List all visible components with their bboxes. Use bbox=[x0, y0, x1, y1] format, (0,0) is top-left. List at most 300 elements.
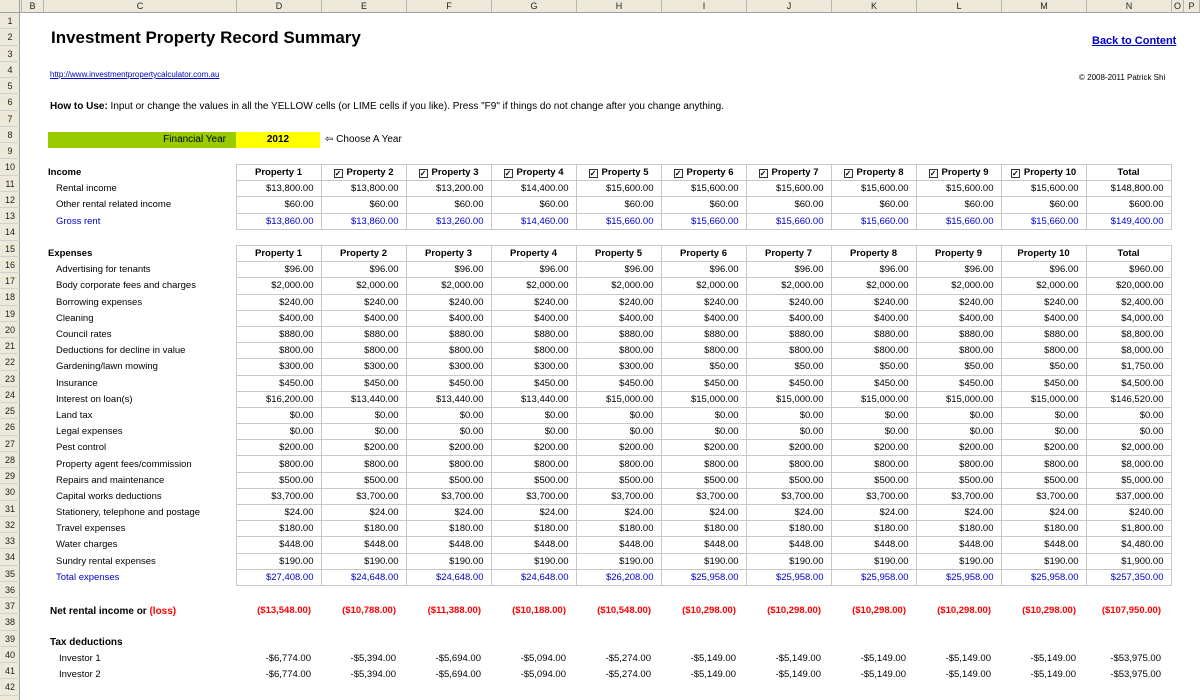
row-header-40[interactable]: 40 bbox=[0, 647, 20, 663]
include-property-checkbox[interactable]: ✓ bbox=[334, 169, 342, 179]
financial-year-input[interactable]: 2012 bbox=[236, 132, 320, 148]
column-header-d[interactable]: D bbox=[237, 0, 322, 13]
value-cell[interactable]: $240.00 bbox=[321, 294, 406, 310]
value-cell[interactable]: $800.00 bbox=[236, 343, 321, 359]
include-property-checkbox[interactable]: ✓ bbox=[759, 169, 767, 179]
tax-value[interactable]: -$6,774.00 bbox=[265, 653, 311, 664]
value-cell[interactable]: $448.00 bbox=[576, 537, 661, 553]
tax-value[interactable]: -$5,149.00 bbox=[945, 669, 991, 681]
include-property-checkbox[interactable]: ✓ bbox=[1012, 169, 1019, 179]
row-header-2[interactable]: 2 bbox=[0, 29, 20, 45]
value-cell[interactable]: $190.00 bbox=[831, 553, 916, 569]
value-cell[interactable]: $5,000.00 bbox=[1086, 472, 1171, 488]
tax-value[interactable]: -$5,394.00 bbox=[350, 669, 396, 681]
value-cell[interactable]: $0.00 bbox=[1086, 407, 1171, 423]
value-cell[interactable]: $880.00 bbox=[406, 326, 491, 342]
total-cell[interactable]: $27,408.00 bbox=[236, 569, 321, 585]
value-cell[interactable]: $800.00 bbox=[746, 456, 831, 472]
value-cell[interactable]: $800.00 bbox=[576, 343, 661, 359]
row-header-6[interactable]: 6 bbox=[0, 94, 20, 110]
value-cell[interactable]: $800.00 bbox=[661, 456, 746, 472]
value-cell[interactable]: $180.00 bbox=[831, 521, 916, 537]
total-cell[interactable]: $25,958.00 bbox=[746, 569, 831, 585]
value-cell[interactable]: $8,800.00 bbox=[1086, 326, 1171, 342]
value-cell[interactable]: $450.00 bbox=[916, 375, 1001, 391]
row-header-23[interactable]: 23 bbox=[0, 371, 20, 387]
value-cell[interactable]: $8,000.00 bbox=[1086, 456, 1171, 472]
value-cell[interactable]: $240.00 bbox=[916, 294, 1001, 310]
row-header-26[interactable]: 26 bbox=[0, 419, 20, 435]
row-header-8[interactable]: 8 bbox=[0, 127, 20, 143]
value-cell[interactable]: $190.00 bbox=[1001, 553, 1086, 569]
value-cell[interactable]: $60.00 bbox=[661, 197, 746, 213]
row-header-10[interactable]: 10 bbox=[0, 159, 20, 175]
value-cell[interactable]: $0.00 bbox=[406, 407, 491, 423]
value-cell[interactable]: $0.00 bbox=[746, 407, 831, 423]
value-cell[interactable]: $2,000.00 bbox=[1001, 278, 1086, 294]
net-rental-value[interactable]: ($10,548.00) bbox=[597, 605, 651, 616]
value-cell[interactable]: $3,700.00 bbox=[491, 488, 576, 504]
value-cell[interactable]: $880.00 bbox=[236, 326, 321, 342]
value-cell[interactable]: $400.00 bbox=[406, 310, 491, 326]
value-cell[interactable]: $500.00 bbox=[831, 472, 916, 488]
value-cell[interactable]: $800.00 bbox=[916, 343, 1001, 359]
column-header-m[interactable]: M bbox=[1002, 0, 1087, 13]
value-cell[interactable]: $96.00 bbox=[661, 262, 746, 278]
value-cell[interactable]: $800.00 bbox=[406, 343, 491, 359]
value-cell[interactable]: $50.00 bbox=[661, 359, 746, 375]
value-cell[interactable]: $448.00 bbox=[491, 537, 576, 553]
row-header-35[interactable]: 35 bbox=[0, 566, 20, 582]
tax-value[interactable]: -$5,149.00 bbox=[1030, 653, 1076, 664]
value-cell[interactable]: $15,600.00 bbox=[1001, 181, 1086, 197]
value-cell[interactable]: $800.00 bbox=[661, 343, 746, 359]
value-cell[interactable]: $13,800.00 bbox=[236, 181, 321, 197]
value-cell[interactable]: $24.00 bbox=[406, 505, 491, 521]
value-cell[interactable]: $190.00 bbox=[321, 553, 406, 569]
value-cell[interactable]: $500.00 bbox=[661, 472, 746, 488]
row-header-29[interactable]: 29 bbox=[0, 468, 20, 484]
tax-value[interactable]: -$5,149.00 bbox=[860, 653, 906, 664]
column-header-g[interactable]: G bbox=[492, 0, 577, 13]
total-cell[interactable]: $149,400.00 bbox=[1086, 213, 1171, 229]
column-header-b[interactable]: B bbox=[22, 0, 44, 13]
tax-value[interactable]: -$6,774.00 bbox=[265, 669, 311, 681]
value-cell[interactable]: $500.00 bbox=[406, 472, 491, 488]
value-cell[interactable]: $1,800.00 bbox=[1086, 521, 1171, 537]
row-header-22[interactable]: 22 bbox=[0, 354, 20, 370]
value-cell[interactable]: $200.00 bbox=[491, 440, 576, 456]
value-cell[interactable]: $800.00 bbox=[491, 343, 576, 359]
value-cell[interactable]: $240.00 bbox=[406, 294, 491, 310]
value-cell[interactable]: $448.00 bbox=[831, 537, 916, 553]
value-cell[interactable]: $450.00 bbox=[1001, 375, 1086, 391]
value-cell[interactable]: $448.00 bbox=[406, 537, 491, 553]
row-header-41[interactable]: 41 bbox=[0, 663, 20, 679]
value-cell[interactable]: $880.00 bbox=[1001, 326, 1086, 342]
value-cell[interactable]: $0.00 bbox=[491, 407, 576, 423]
value-cell[interactable]: $800.00 bbox=[831, 343, 916, 359]
value-cell[interactable]: $448.00 bbox=[1001, 537, 1086, 553]
total-cell[interactable]: $13,860.00 bbox=[321, 213, 406, 229]
value-cell[interactable]: $448.00 bbox=[236, 537, 321, 553]
row-header-3[interactable]: 3 bbox=[0, 46, 20, 62]
value-cell[interactable]: $180.00 bbox=[661, 521, 746, 537]
value-cell[interactable]: $960.00 bbox=[1086, 262, 1171, 278]
value-cell[interactable]: $190.00 bbox=[491, 553, 576, 569]
value-cell[interactable]: $1,900.00 bbox=[1086, 553, 1171, 569]
include-property-checkbox[interactable]: ✓ bbox=[929, 169, 937, 179]
select-all-corner[interactable] bbox=[0, 0, 20, 13]
value-cell[interactable]: $800.00 bbox=[236, 456, 321, 472]
value-cell[interactable]: $300.00 bbox=[491, 359, 576, 375]
value-cell[interactable]: $600.00 bbox=[1086, 197, 1171, 213]
column-header-l[interactable]: L bbox=[917, 0, 1002, 13]
value-cell[interactable]: $60.00 bbox=[321, 197, 406, 213]
include-property-checkbox[interactable]: ✓ bbox=[844, 169, 852, 179]
value-cell[interactable]: $190.00 bbox=[576, 553, 661, 569]
net-rental-value[interactable]: ($10,788.00) bbox=[342, 605, 396, 616]
value-cell[interactable]: $3,700.00 bbox=[576, 488, 661, 504]
row-header-15[interactable]: 15 bbox=[0, 241, 20, 257]
value-cell[interactable]: $148,800.00 bbox=[1086, 181, 1171, 197]
value-cell[interactable]: $16,200.00 bbox=[236, 391, 321, 407]
value-cell[interactable]: $180.00 bbox=[321, 521, 406, 537]
value-cell[interactable]: $3,700.00 bbox=[661, 488, 746, 504]
row-header-37[interactable]: 37 bbox=[0, 598, 20, 614]
value-cell[interactable]: $500.00 bbox=[576, 472, 661, 488]
value-cell[interactable]: $400.00 bbox=[746, 310, 831, 326]
value-cell[interactable]: $300.00 bbox=[321, 359, 406, 375]
value-cell[interactable]: $800.00 bbox=[321, 456, 406, 472]
value-cell[interactable]: $60.00 bbox=[236, 197, 321, 213]
value-cell[interactable]: $0.00 bbox=[576, 424, 661, 440]
row-header-20[interactable]: 20 bbox=[0, 322, 20, 338]
value-cell[interactable]: $50.00 bbox=[831, 359, 916, 375]
value-cell[interactable]: $190.00 bbox=[661, 553, 746, 569]
value-cell[interactable]: $50.00 bbox=[746, 359, 831, 375]
net-rental-value[interactable]: ($10,298.00) bbox=[852, 605, 906, 616]
value-cell[interactable]: $180.00 bbox=[576, 521, 661, 537]
total-cell[interactable]: $25,958.00 bbox=[831, 569, 916, 585]
value-cell[interactable]: $400.00 bbox=[831, 310, 916, 326]
tax-value[interactable]: -$5,694.00 bbox=[435, 669, 481, 681]
value-cell[interactable]: $400.00 bbox=[236, 310, 321, 326]
row-header-30[interactable]: 30 bbox=[0, 484, 20, 500]
value-cell[interactable]: $0.00 bbox=[831, 407, 916, 423]
value-cell[interactable]: $240.00 bbox=[491, 294, 576, 310]
value-cell[interactable]: $0.00 bbox=[661, 407, 746, 423]
value-cell[interactable]: $2,000.00 bbox=[406, 278, 491, 294]
total-cell[interactable]: $26,208.00 bbox=[576, 569, 661, 585]
value-cell[interactable]: $200.00 bbox=[321, 440, 406, 456]
value-cell[interactable]: $800.00 bbox=[1001, 456, 1086, 472]
value-cell[interactable]: $450.00 bbox=[831, 375, 916, 391]
include-property-checkbox[interactable]: ✓ bbox=[589, 169, 597, 179]
value-cell[interactable]: $24.00 bbox=[236, 505, 321, 521]
value-cell[interactable]: $180.00 bbox=[491, 521, 576, 537]
tax-value[interactable]: -$5,149.00 bbox=[690, 653, 736, 664]
value-cell[interactable]: $0.00 bbox=[236, 424, 321, 440]
value-cell[interactable]: $200.00 bbox=[661, 440, 746, 456]
back-to-content-link[interactable]: Back to Content bbox=[1092, 35, 1177, 47]
value-cell[interactable]: $450.00 bbox=[576, 375, 661, 391]
value-cell[interactable]: $240.00 bbox=[661, 294, 746, 310]
value-cell[interactable]: $1,750.00 bbox=[1086, 359, 1171, 375]
value-cell[interactable]: $450.00 bbox=[406, 375, 491, 391]
row-header-13[interactable]: 13 bbox=[0, 208, 20, 224]
value-cell[interactable]: $800.00 bbox=[321, 343, 406, 359]
value-cell[interactable]: $146,520.00 bbox=[1086, 391, 1171, 407]
value-cell[interactable]: $60.00 bbox=[746, 197, 831, 213]
value-cell[interactable]: $880.00 bbox=[576, 326, 661, 342]
value-cell[interactable]: $24.00 bbox=[1001, 505, 1086, 521]
value-cell[interactable]: $200.00 bbox=[916, 440, 1001, 456]
value-cell[interactable]: $3,700.00 bbox=[236, 488, 321, 504]
tax-value[interactable]: -$5,274.00 bbox=[605, 669, 651, 681]
value-cell[interactable]: $96.00 bbox=[236, 262, 321, 278]
value-cell[interactable]: $15,600.00 bbox=[576, 181, 661, 197]
value-cell[interactable]: $180.00 bbox=[1001, 521, 1086, 537]
column-header-p[interactable]: P bbox=[1184, 0, 1200, 13]
value-cell[interactable]: $24.00 bbox=[746, 505, 831, 521]
row-header-18[interactable]: 18 bbox=[0, 289, 20, 305]
value-cell[interactable]: $180.00 bbox=[406, 521, 491, 537]
row-header-27[interactable]: 27 bbox=[0, 436, 20, 452]
value-cell[interactable]: $2,000.00 bbox=[1086, 440, 1171, 456]
row-header-34[interactable]: 34 bbox=[0, 549, 20, 565]
value-cell[interactable]: $96.00 bbox=[491, 262, 576, 278]
value-cell[interactable]: $15,600.00 bbox=[746, 181, 831, 197]
value-cell[interactable]: $96.00 bbox=[831, 262, 916, 278]
row-header-17[interactable]: 17 bbox=[0, 273, 20, 289]
column-header-c[interactable]: C bbox=[44, 0, 237, 13]
website-link[interactable]: http://www.investmentpropertycalculator.com.au bbox=[50, 70, 220, 79]
row-header-21[interactable]: 21 bbox=[0, 338, 20, 354]
total-cell[interactable]: $15,660.00 bbox=[831, 213, 916, 229]
value-cell[interactable]: $15,000.00 bbox=[916, 391, 1001, 407]
row-header-9[interactable]: 9 bbox=[0, 143, 20, 159]
value-cell[interactable]: $13,440.00 bbox=[491, 391, 576, 407]
row-header-24[interactable]: 24 bbox=[0, 387, 20, 403]
row-header-28[interactable]: 28 bbox=[0, 452, 20, 468]
net-rental-value[interactable]: ($10,188.00) bbox=[512, 605, 566, 616]
value-cell[interactable]: $0.00 bbox=[1086, 424, 1171, 440]
row-header-1[interactable]: 1 bbox=[0, 13, 20, 29]
value-cell[interactable]: $37,000.00 bbox=[1086, 488, 1171, 504]
value-cell[interactable]: $0.00 bbox=[916, 424, 1001, 440]
value-cell[interactable]: $3,700.00 bbox=[321, 488, 406, 504]
value-cell[interactable]: $180.00 bbox=[916, 521, 1001, 537]
value-cell[interactable]: $15,000.00 bbox=[661, 391, 746, 407]
value-cell[interactable]: $15,000.00 bbox=[576, 391, 661, 407]
value-cell[interactable]: $800.00 bbox=[916, 456, 1001, 472]
value-cell[interactable]: $300.00 bbox=[406, 359, 491, 375]
net-rental-value[interactable]: ($107,950.00) bbox=[1101, 605, 1161, 616]
total-cell[interactable]: $24,648.00 bbox=[321, 569, 406, 585]
value-cell[interactable]: $15,000.00 bbox=[1001, 391, 1086, 407]
value-cell[interactable]: $448.00 bbox=[661, 537, 746, 553]
value-cell[interactable]: $0.00 bbox=[831, 424, 916, 440]
total-cell[interactable]: $15,660.00 bbox=[661, 213, 746, 229]
tax-value[interactable]: -$5,694.00 bbox=[435, 653, 481, 664]
row-header-32[interactable]: 32 bbox=[0, 517, 20, 533]
value-cell[interactable]: $24.00 bbox=[576, 505, 661, 521]
row-header-19[interactable]: 19 bbox=[0, 306, 20, 322]
value-cell[interactable]: $400.00 bbox=[1001, 310, 1086, 326]
value-cell[interactable]: $2,400.00 bbox=[1086, 294, 1171, 310]
net-rental-value[interactable]: ($10,298.00) bbox=[682, 605, 736, 616]
value-cell[interactable]: $3,700.00 bbox=[406, 488, 491, 504]
value-cell[interactable]: $24.00 bbox=[661, 505, 746, 521]
total-cell[interactable]: $25,958.00 bbox=[916, 569, 1001, 585]
row-header-36[interactable]: 36 bbox=[0, 582, 20, 598]
total-cell[interactable]: $24,648.00 bbox=[406, 569, 491, 585]
value-cell[interactable]: $500.00 bbox=[491, 472, 576, 488]
value-cell[interactable]: $500.00 bbox=[916, 472, 1001, 488]
value-cell[interactable]: $4,500.00 bbox=[1086, 375, 1171, 391]
row-header-25[interactable]: 25 bbox=[0, 403, 20, 419]
value-cell[interactable]: $15,600.00 bbox=[661, 181, 746, 197]
include-property-checkbox[interactable]: ✓ bbox=[419, 169, 427, 179]
value-cell[interactable]: $880.00 bbox=[661, 326, 746, 342]
value-cell[interactable]: $200.00 bbox=[236, 440, 321, 456]
value-cell[interactable]: $2,000.00 bbox=[661, 278, 746, 294]
row-header-14[interactable]: 14 bbox=[0, 224, 20, 240]
value-cell[interactable]: $20,000.00 bbox=[1086, 278, 1171, 294]
include-property-checkbox[interactable]: ✓ bbox=[504, 169, 512, 179]
value-cell[interactable]: $3,700.00 bbox=[831, 488, 916, 504]
net-rental-value[interactable]: ($10,298.00) bbox=[1022, 605, 1076, 616]
value-cell[interactable]: $450.00 bbox=[661, 375, 746, 391]
value-cell[interactable]: $400.00 bbox=[491, 310, 576, 326]
value-cell[interactable]: $2,000.00 bbox=[491, 278, 576, 294]
value-cell[interactable]: $448.00 bbox=[916, 537, 1001, 553]
value-cell[interactable]: $0.00 bbox=[321, 407, 406, 423]
total-cell[interactable]: $25,958.00 bbox=[661, 569, 746, 585]
value-cell[interactable]: $190.00 bbox=[236, 553, 321, 569]
total-cell[interactable]: $25,958.00 bbox=[1001, 569, 1086, 585]
row-header-4[interactable]: 4 bbox=[0, 62, 20, 78]
net-rental-value[interactable]: ($10,298.00) bbox=[937, 605, 991, 616]
value-cell[interactable]: $24.00 bbox=[321, 505, 406, 521]
tax-value[interactable]: -$53,975.00 bbox=[1110, 653, 1161, 664]
value-cell[interactable]: $60.00 bbox=[491, 197, 576, 213]
value-cell[interactable]: $0.00 bbox=[576, 407, 661, 423]
value-cell[interactable]: $14,400.00 bbox=[491, 181, 576, 197]
tax-value[interactable]: -$5,149.00 bbox=[860, 669, 906, 681]
value-cell[interactable]: $96.00 bbox=[916, 262, 1001, 278]
value-cell[interactable]: $13,440.00 bbox=[321, 391, 406, 407]
tax-value[interactable]: -$5,394.00 bbox=[350, 653, 396, 664]
value-cell[interactable]: $400.00 bbox=[916, 310, 1001, 326]
value-cell[interactable]: $2,000.00 bbox=[236, 278, 321, 294]
value-cell[interactable]: $50.00 bbox=[916, 359, 1001, 375]
value-cell[interactable]: $450.00 bbox=[491, 375, 576, 391]
row-header-12[interactable]: 12 bbox=[0, 192, 20, 208]
total-cell[interactable]: $14,460.00 bbox=[491, 213, 576, 229]
value-cell[interactable]: $24.00 bbox=[916, 505, 1001, 521]
value-cell[interactable]: $0.00 bbox=[321, 424, 406, 440]
value-cell[interactable]: $200.00 bbox=[406, 440, 491, 456]
value-cell[interactable]: $200.00 bbox=[831, 440, 916, 456]
value-cell[interactable]: $96.00 bbox=[576, 262, 661, 278]
total-cell[interactable]: $15,660.00 bbox=[1001, 213, 1086, 229]
value-cell[interactable]: $2,000.00 bbox=[831, 278, 916, 294]
value-cell[interactable]: $180.00 bbox=[746, 521, 831, 537]
value-cell[interactable]: $240.00 bbox=[576, 294, 661, 310]
value-cell[interactable]: $880.00 bbox=[491, 326, 576, 342]
value-cell[interactable]: $96.00 bbox=[1001, 262, 1086, 278]
value-cell[interactable]: $50.00 bbox=[1001, 359, 1086, 375]
net-rental-value[interactable]: ($10,298.00) bbox=[767, 605, 821, 616]
value-cell[interactable]: $0.00 bbox=[1001, 424, 1086, 440]
value-cell[interactable]: $60.00 bbox=[576, 197, 661, 213]
tax-value[interactable]: -$5,149.00 bbox=[775, 653, 821, 664]
value-cell[interactable]: $2,000.00 bbox=[916, 278, 1001, 294]
value-cell[interactable]: $60.00 bbox=[1001, 197, 1086, 213]
total-cell[interactable]: $15,660.00 bbox=[576, 213, 661, 229]
value-cell[interactable]: $880.00 bbox=[321, 326, 406, 342]
value-cell[interactable]: $3,700.00 bbox=[746, 488, 831, 504]
value-cell[interactable]: $800.00 bbox=[576, 456, 661, 472]
value-cell[interactable]: $240.00 bbox=[236, 294, 321, 310]
value-cell[interactable]: $800.00 bbox=[746, 343, 831, 359]
total-cell[interactable]: $15,660.00 bbox=[916, 213, 1001, 229]
value-cell[interactable]: $240.00 bbox=[1086, 505, 1171, 521]
value-cell[interactable]: $800.00 bbox=[1001, 343, 1086, 359]
value-cell[interactable]: $13,200.00 bbox=[406, 181, 491, 197]
row-header-11[interactable]: 11 bbox=[0, 176, 20, 192]
value-cell[interactable]: $15,000.00 bbox=[831, 391, 916, 407]
value-cell[interactable]: $13,800.00 bbox=[321, 181, 406, 197]
value-cell[interactable]: $2,000.00 bbox=[576, 278, 661, 294]
value-cell[interactable]: $60.00 bbox=[916, 197, 1001, 213]
value-cell[interactable]: $400.00 bbox=[321, 310, 406, 326]
value-cell[interactable]: $96.00 bbox=[746, 262, 831, 278]
value-cell[interactable]: $0.00 bbox=[1001, 407, 1086, 423]
value-cell[interactable]: $96.00 bbox=[321, 262, 406, 278]
total-cell[interactable]: $257,350.00 bbox=[1086, 569, 1171, 585]
value-cell[interactable]: $4,000.00 bbox=[1086, 310, 1171, 326]
value-cell[interactable]: $200.00 bbox=[1001, 440, 1086, 456]
value-cell[interactable]: $240.00 bbox=[1001, 294, 1086, 310]
value-cell[interactable]: $24.00 bbox=[491, 505, 576, 521]
value-cell[interactable]: $800.00 bbox=[406, 456, 491, 472]
value-cell[interactable]: $4,480.00 bbox=[1086, 537, 1171, 553]
value-cell[interactable]: $240.00 bbox=[831, 294, 916, 310]
value-cell[interactable]: $60.00 bbox=[406, 197, 491, 213]
value-cell[interactable]: $500.00 bbox=[746, 472, 831, 488]
value-cell[interactable]: $448.00 bbox=[321, 537, 406, 553]
value-cell[interactable]: $500.00 bbox=[1001, 472, 1086, 488]
column-header-j[interactable]: J bbox=[747, 0, 832, 13]
column-header-i[interactable]: I bbox=[662, 0, 747, 13]
row-header-5[interactable]: 5 bbox=[0, 78, 20, 94]
column-header-f[interactable]: F bbox=[407, 0, 492, 13]
value-cell[interactable]: $180.00 bbox=[236, 521, 321, 537]
value-cell[interactable]: $190.00 bbox=[406, 553, 491, 569]
value-cell[interactable]: $190.00 bbox=[916, 553, 1001, 569]
column-header-k[interactable]: K bbox=[832, 0, 917, 13]
include-property-checkbox[interactable]: ✓ bbox=[674, 169, 682, 179]
value-cell[interactable]: $13,440.00 bbox=[406, 391, 491, 407]
tax-value[interactable]: -$5,094.00 bbox=[520, 669, 566, 681]
row-header-42[interactable]: 42 bbox=[0, 679, 20, 695]
value-cell[interactable]: $400.00 bbox=[661, 310, 746, 326]
value-cell[interactable]: $448.00 bbox=[746, 537, 831, 553]
value-cell[interactable]: $60.00 bbox=[831, 197, 916, 213]
